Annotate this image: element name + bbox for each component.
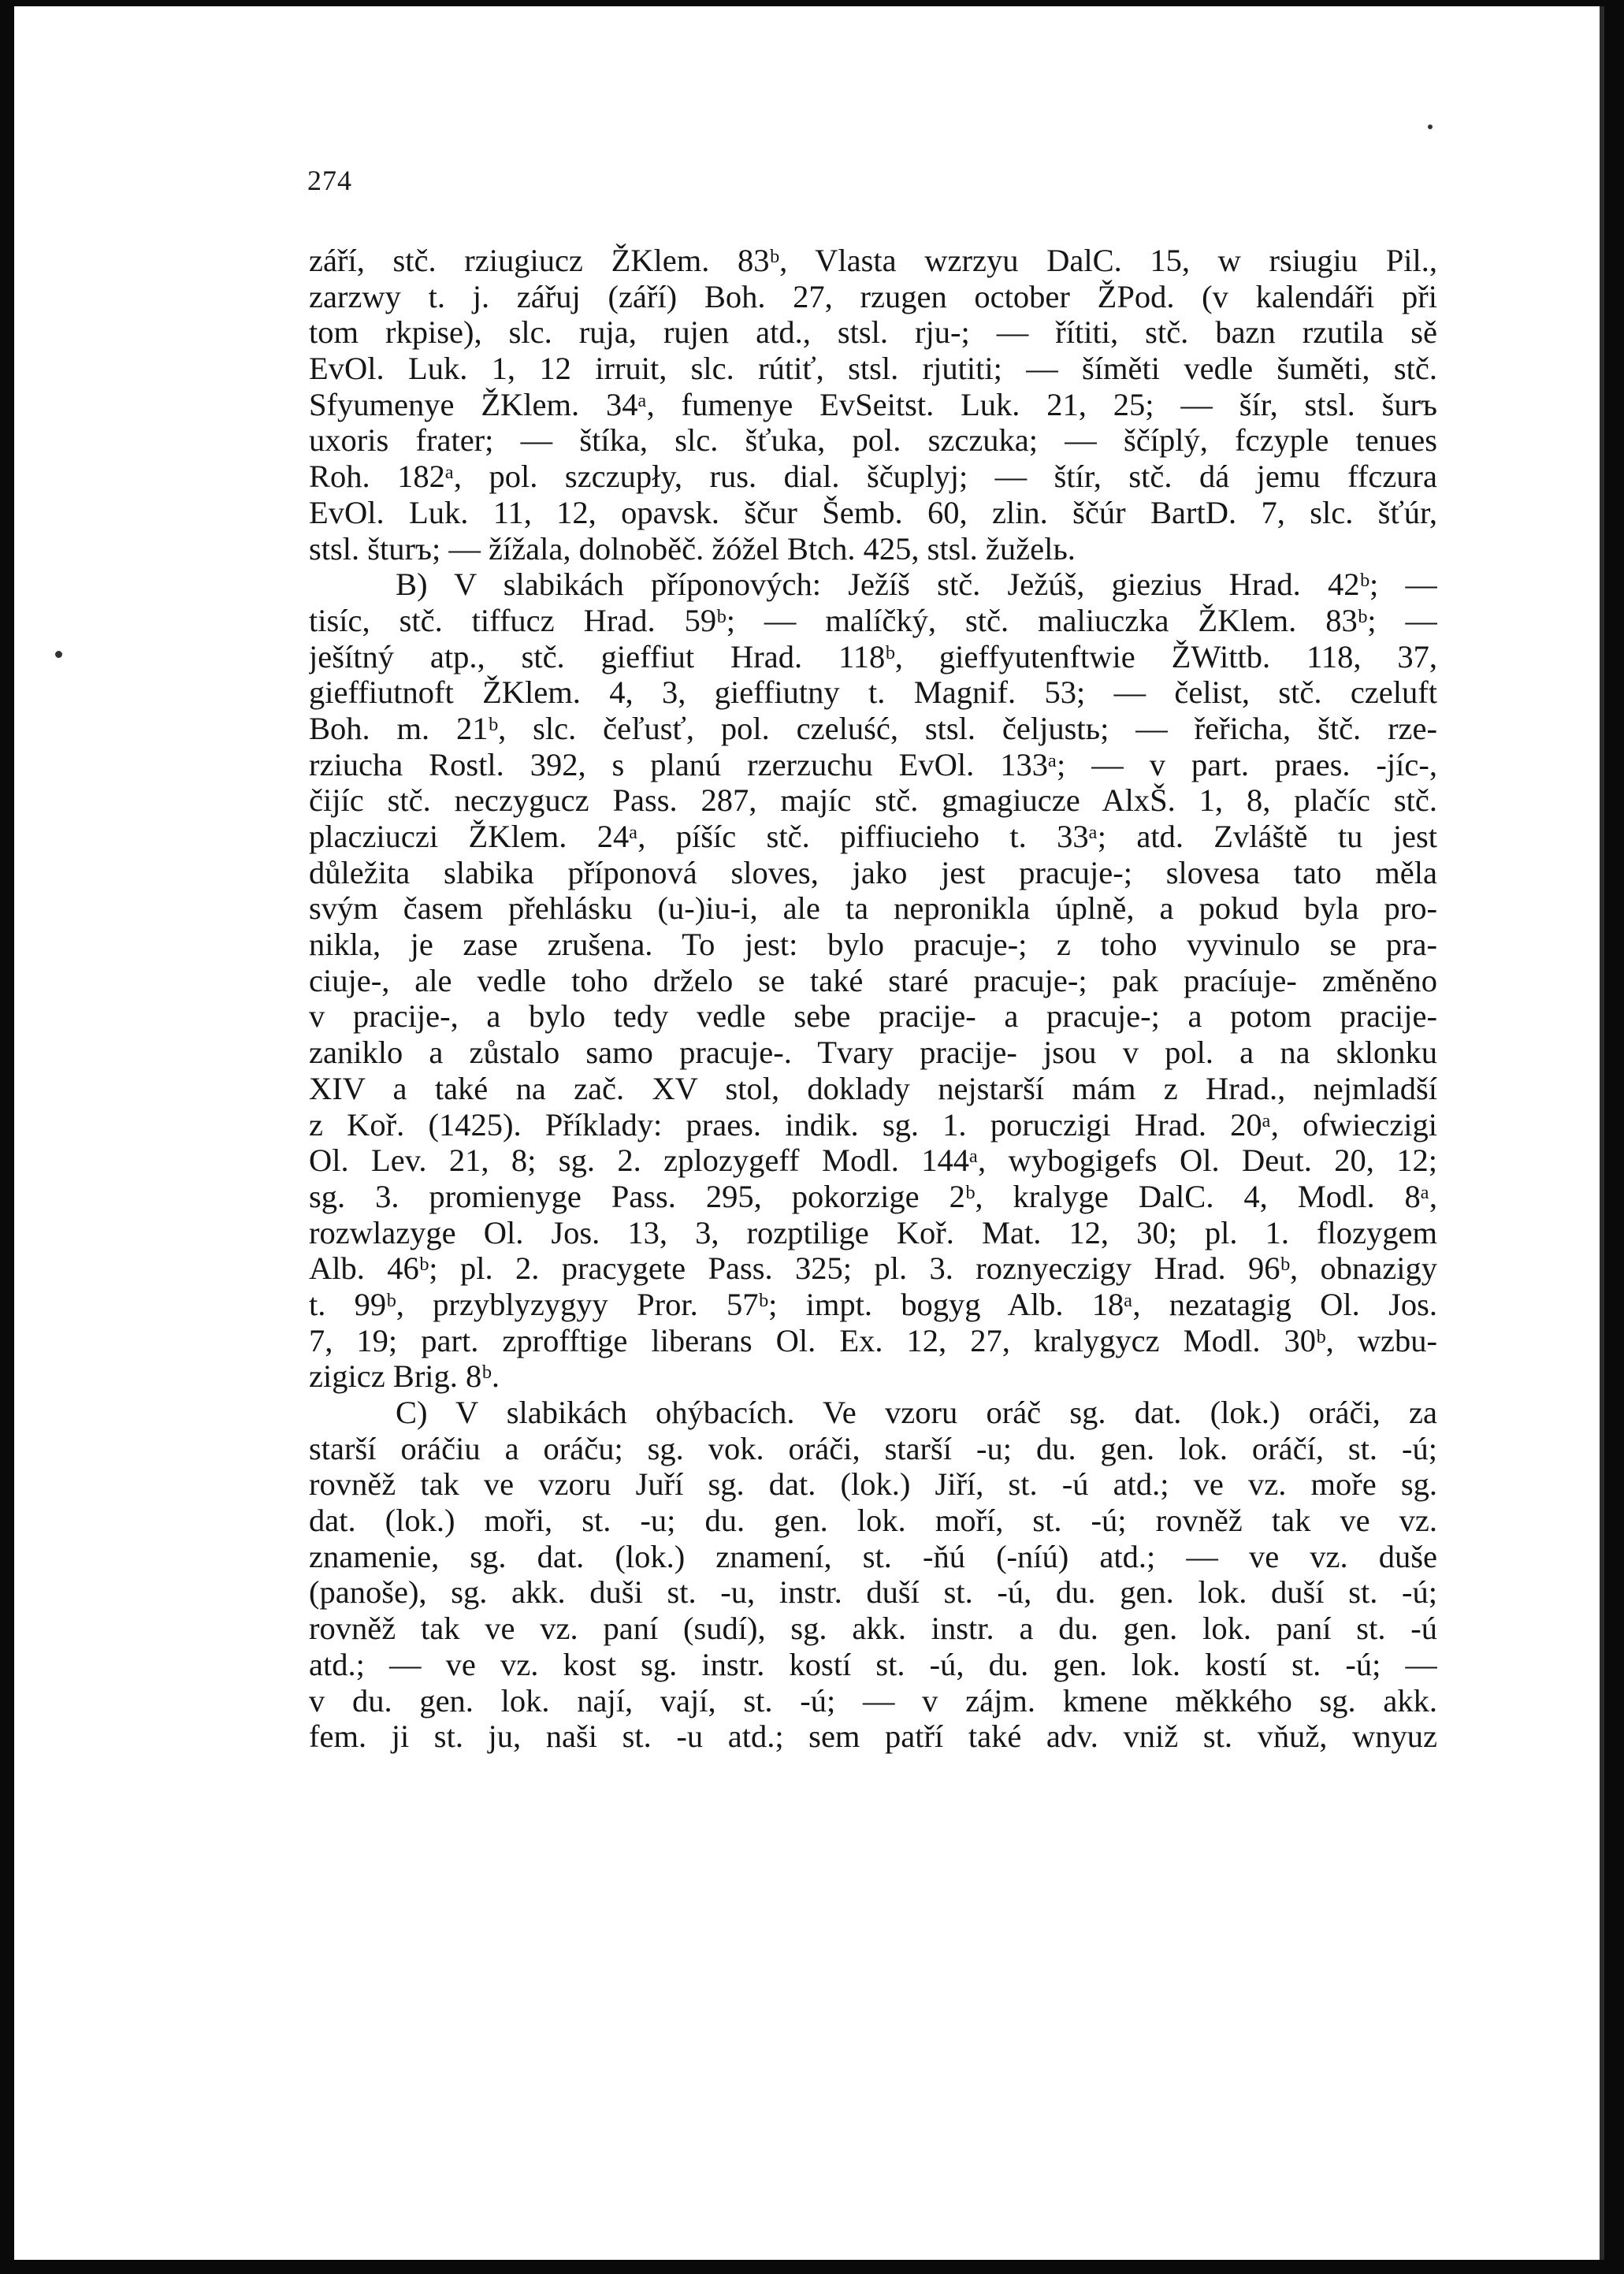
text-line: zarzwy t. j. zářuj (září) Boh. 27, rzugen october ŽPod. (v kalendáři při [309,278,1437,314]
body-text [309,243,1437,1755]
text-line: z Koř. (1425). Příklady: praes. indik. sg. 1. poruczigi Hrad. 20ᵃ, ofwieczigi [309,1106,1437,1143]
section-b-heading-line: B) V slabikách příponových: Ježíš stč. Ježúš, giezius Hrad. 42ᵇ; — [396,567,1437,603]
text-line: XIV a také na zač. XV stol, doklady nejstarší mám z Hrad., nejmladší [309,1070,1437,1106]
text-line: rziucha Rostl. 392, s planú rzerzuchu EvOl. 133ᵃ; — v part. praes. -jíc-, [309,746,1437,782]
text-line: Alb. 46ᵇ; pl. 2. pracygete Pass. 325; pl. 3. roznyeczigy Hrad. 96ᵇ, obnazigy [309,1250,1437,1287]
text-line: tom rkpise), slc. ruja, rujen atd., stsl. rju-; — řítiti, stč. bazn rzutila sě [309,314,1437,351]
text-line: svým časem přehlásku (u-)iu-i, ale ta nepronikla úplně, a pokud byla pro- [309,890,1437,927]
text-line: sg. 3. promienyge Pass. 295, pokorzige 2ᵇ, kralyge DalC. 4, Modl. 8ᵃ, [309,1178,1437,1214]
text-line: v pracije-, a bylo tedy vedle sebe pracije- a pracuje-; a potom pracije- [309,998,1437,1035]
text-line: rozwlazyge Ol. Jos. 13, 3, rozptilige Koř. Mat. 12, 30; pl. 1. flozygem [309,1214,1437,1250]
text-line: Roh. 182ᵃ, pol. szczupły, rus. dial. ščuplyj; — štír, stč. dá jemu ffczura [309,459,1437,495]
text-line: 7, 19; part. zprofftige liberans Ol. Ex. 12, 27, kralygycz Modl. 30ᵇ, wzbu- [309,1322,1437,1358]
text-line: rovněž tak ve vz. paní (sudí), sg. akk. instr. a du. gen. lok. paní st. -ú [309,1611,1437,1647]
text-line: EvOl. Luk. 11, 12, opavsk. ščur Šemb. 60, zlin. ščúr BartD. 7, slc. šťúr, [309,494,1437,530]
page-number: 274 [307,165,352,196]
text-line: zaniklo a zůstalo samo pracuje-. Tvary pracije- jsou v pol. a na sklonku [309,1035,1437,1071]
text-line: Boh. m. 21ᵇ, slc. čeľusť, pol. czeluść, stsl. čeljustь; — řeřicha, štč. rze- [309,710,1437,746]
text-line: uxoris frater; — štíka, slc. šťuka, pol. szczuka; — ščíplý, fczyple tenues [309,422,1437,459]
text-line: fem. ji st. ju, naši st. -u atd.; sem patří také adv. vniž st. vňuž, wnyuz [309,1719,1437,1755]
text-line: stsl. šturъ; — žížala, dolnoběč. žóžel Btch. 425, stsl. žuželь. [309,530,1076,567]
text-line: (panoše), sg. akk. duši st. -u, instr. duší st. -ú, du. gen. lok. duší st. -ú; [309,1574,1437,1611]
text-line: starší oráčiu a oráču; sg. vok. oráči, starší -u; du. gen. lok. oráčí, st. -ú; [309,1430,1437,1466]
text-line: atd.; — ve vz. kost sg. instr. kostí st. -ú, du. gen. lok. kostí st. -ú; — [309,1646,1437,1682]
text-line: dat. (lok.) moři, st. -u; du. gen. lok. moří, st. -ú; rovněž tak ve vz. [309,1503,1437,1539]
text-line: gieffiutnoft ŽKlem. 4, 3, gieffiutny t. Magnif. 53; — čelist, stč. czeluft [309,674,1437,711]
margin-speck [55,651,62,658]
text-line: zigicz Brig. 8ᵇ. [309,1358,500,1395]
text-line: ješítný atp., stč. gieffiut Hrad. 118ᵇ, gieffyutenftwie ŽWittb. 118, 37, [309,638,1437,674]
text-line: znamenie, sg. dat. (lok.) znamení, st. -ňú (-níú) atd.; — ve vz. duše [309,1538,1437,1574]
text-line: zář‍í, stč. rziugiucz ŽKlem. 83ᵇ, Vlasta wzrzyu DalC. 15, w rsiugiu Pil., [309,243,1437,278]
text-line: Sfyumenye ŽKlem. 34ᵃ, fumenye EvSeitst. Luk. 21, 25; — šír, stsl. šurъ [309,386,1437,422]
text-line: ciuje-, ale vedle toho drželo se také staré pracuje-; pak pracíuje- změněno [309,962,1437,998]
text-line: čijíc stč. neczygucz Pass. 287, majíc stč. gmagiucze AlxŠ. 1, 8, plačíc stč. [309,782,1437,819]
text-line: nikla, je zase zrušena. To jest: bylo pracuje-; z toho vyvinulo se pra- [309,927,1437,963]
section-c-heading-line: C) V slabikách ohýbacích. Ve vzoru oráč sg. dat. (lok.) oráči, za [396,1395,1437,1430]
margin-speck [1428,124,1433,129]
text-line: placziuczi ŽKlem. 24ᵃ, píšíc stč. piffiucieho t. 33ᵃ; atd. Zvláště tu jest [309,819,1437,854]
text-line: v du. gen. lok. nají, vají, st. -ú; — v zájm. kmene měkkého sg. akk. [309,1682,1437,1719]
text-line: t. 99ᵇ, przyblyzygyy Pror. 57ᵇ; impt. bogyg Alb. 18ᵃ, nezatagig Ol. Jos. [309,1286,1437,1322]
text-line: Ol. Lev. 21, 8; sg. 2. zplozygeff Modl. 144ᵃ, wybogigefs Ol. Deut. 20, 12; [309,1143,1437,1179]
text-line: rovněž tak ve vzoru Juří sg. dat. (lok.) Jiří, st. -ú atd.; ve vz. moře sg. [309,1466,1437,1503]
text-line: tisíc, stč. tiffucz Hrad. 59ᵇ; — malíčký, stč. maliuczka ŽKlem. 83ᵇ; — [309,602,1437,638]
text-line: EvOl. Luk. 1, 12 irruit, slc. rútiť, stsl. rjutiti; — šíměti vedle šuměti, stč. [309,351,1437,387]
text-line: důležita slabika příponová sloves, jako jest pracuje-; slovesa tato měla [309,854,1437,890]
